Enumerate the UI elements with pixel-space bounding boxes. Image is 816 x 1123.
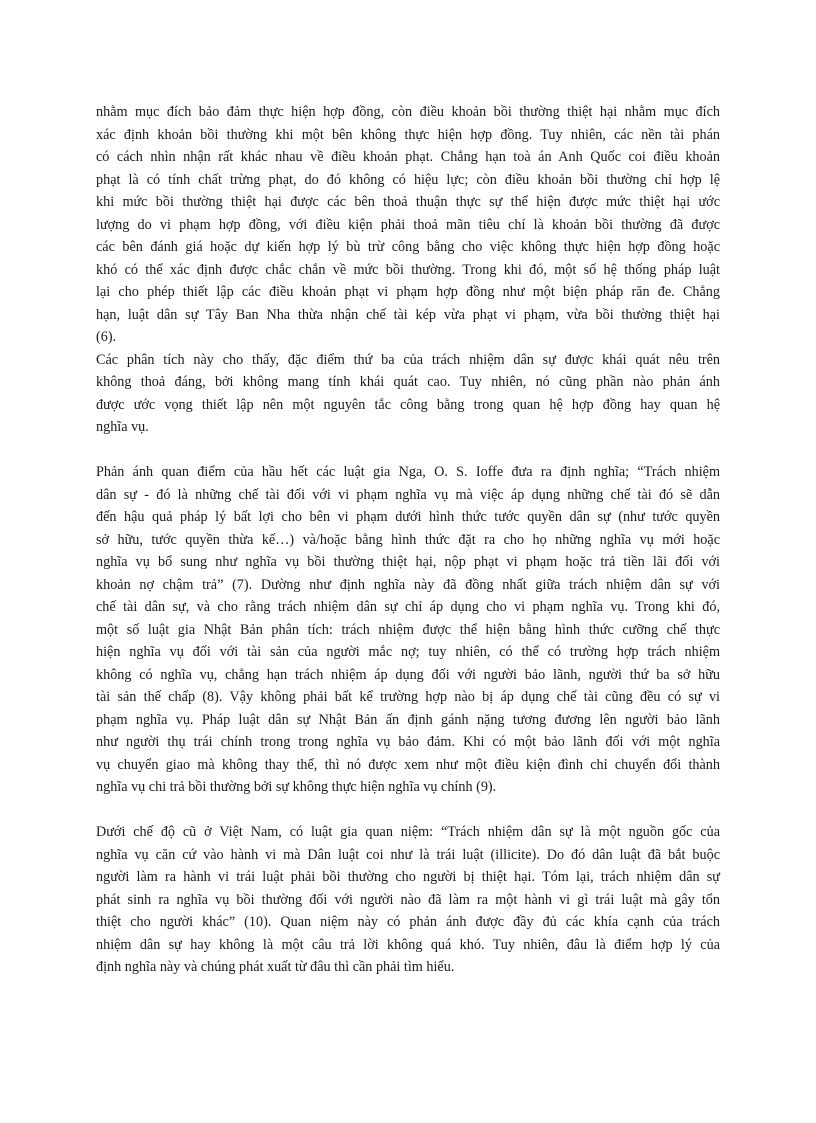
text-line: lại cho phép thiết lập các điều khoản phạt vi phạm hợp đồng như một biện pháp răn đe. Chẳng xyxy=(96,284,720,300)
text-line: Dưới chế độ cũ ở Việt Nam, có luật gia quan niệm: “Trách nhiệm dân sự là một nguồn gốc của xyxy=(96,824,720,840)
text-line: Phản ánh quan điểm của hầu hết các luật gia Nga, O. S. Ioffe đưa ra định nghĩa; “Trách nhiệm xyxy=(96,464,720,480)
text-line: đến hậu quả pháp lý bất lợi cho bên vi phạm dưới hình thức tước quyền dân sự (như tước quyền xyxy=(96,509,720,525)
paragraph-3 xyxy=(96,461,720,799)
text-line: định nghĩa này và chúng phát xuất từ đâu thì cần phải tìm hiểu. xyxy=(96,959,455,975)
text-line: dân sự - đó là những chế tài đối với vi phạm nghĩa vụ mà việc áp dụng những chế tài đó sẽ dẫn xyxy=(96,486,720,503)
paragraph-4 xyxy=(96,821,720,979)
text-line: nghĩa vụ chi trả bồi thường bởi sự không thực hiện nghĩa vụ chính (9). xyxy=(96,779,497,795)
text-line: các bên đánh giá hoặc dự kiến hợp lý bù trừ công bằng cho việc không thực hiện hợp đồng hoặc xyxy=(96,239,720,255)
document-body xyxy=(96,101,720,979)
text-line: chế tài dân sự, và cho rằng trách nhiệm dân sự chỉ áp dụng cho vi phạm nghĩa vụ. Trong khi đó, xyxy=(96,599,720,615)
text-line: một số luật gia Nhật Bản phân tích: trách nhiệm được thể hiện bằng hình thức cưỡng chế thực xyxy=(96,621,720,638)
text-line: sở hữu, tước quyền thừa kế…) và/hoặc bằng hình thức đặt ra cho họ những nghĩa vụ mới hoặc xyxy=(96,531,720,548)
text-line: không thoả đáng, bởi không mang tính khái quát cao. Tuy nhiên, nó cũng phần nào phản ánh xyxy=(96,374,720,390)
text-line: lượng do vi phạm hợp đồng, với điều kiện phải thoả mãn tiêu chí là khoản bồi thường đã được xyxy=(96,216,720,233)
text-line: phạt là có tính chất trừng phạt, do đó không có hiệu lực; còn điều khoản bồi thường chỉ hợp lệ xyxy=(96,171,720,188)
text-line: được ước vọng thiết lập nên một nguyên tắc công bằng trong quan hệ hợp đồng hay quan hệ xyxy=(96,396,720,413)
text-line: hạn, luật dân sự Tây Ban Nha thừa nhận chế tài kép vừa phạt vi phạm, vừa bồi thường thiệt hại xyxy=(96,306,720,323)
text-line: thiệt cho người khác” (10). Quan niệm này có phản ánh được đầy đủ các khía cạnh của trách xyxy=(96,914,720,930)
paragraph-1 xyxy=(96,101,720,349)
text-line: khó có thể xác định được chắc chắn về mức bồi thường. Trong khi đó, một số hệ thống pháp luật xyxy=(96,261,720,278)
text-line: nhằm mục đích bảo đảm thực hiện hợp đồng, còn điều khoản bồi thường thiệt hại nhằm mục đích xyxy=(96,104,720,120)
text-line: có cách nhìn nhận rất khác nhau về điều khoản phạt. Chẳng hạn toà án Anh Quốc coi điều khoản xyxy=(96,149,720,165)
text-line: khoản nợ chậm trả” (7). Dường như định nghĩa này đã đồng nhất giữa trách nhiệm dân sự với xyxy=(96,576,720,593)
text-line: như người thụ trái chính trong trong nghĩa vụ bảo đảm. Khi có một bảo lãnh đối với một nghĩa xyxy=(96,734,720,750)
paragraph-2 xyxy=(96,349,720,439)
text-line: không có nghĩa vụ, chẳng hạn trách nhiệm áp dụng đối với người bảo lãnh, người thứ ba sở hữu xyxy=(96,666,720,683)
text-line: phát sinh ra nghĩa vụ bồi thường đối với người nào đã làm ra một hành vi gì trái luật mà gây tổn xyxy=(96,891,720,908)
text-line: hiện nghĩa vụ đối với tài sản của người mắc nợ; tuy nhiên, có thể có trường hợp trách nhiệm xyxy=(96,644,720,660)
text-line: khi mức bồi thường thiệt hại được các bên thoả thuận thực sự thể hiện được mức thiệt hại ước xyxy=(96,194,720,210)
paragraph-spacer xyxy=(96,439,720,462)
text-line: Các phân tích này cho thấy, đặc điểm thứ ba của trách nhiệm dân sự được khái quát nêu trên xyxy=(96,351,720,368)
text-line: nghĩa vụ bổ sung như nghĩa vụ bồi thường thiệt hại, nộp phạt vi phạm hoặc trả tiền lãi đối với xyxy=(96,554,720,570)
text-line: phạm nghĩa vụ. Pháp luật dân sự Nhật Bản ấn định gánh nặng tương đương lên người bảo lãnh xyxy=(96,711,720,728)
text-line: nhiệm dân sự hay không là một câu trả lời không quá khó. Tuy nhiên, đâu là điểm hợp lý của xyxy=(96,936,720,953)
text-line: xác định khoản bồi thường khi một bên không thực hiện hợp đồng. Tuy nhiên, các nền tài phán xyxy=(96,126,720,143)
text-line: vụ chuyển giao mà không thay thế, thì nó được xem như một điều kiện đình chỉ chuyển đổi thành xyxy=(96,756,720,773)
paragraph-spacer xyxy=(96,799,720,822)
text-line: người làm ra hành vi trái luật phải bồi thường cho người bị thiệt hại. Tóm lại, trách nhiệm dân sự xyxy=(96,869,720,885)
text-line: (6). xyxy=(96,329,117,345)
text-line: nghĩa vụ. xyxy=(96,419,149,435)
text-line: nghĩa vụ căn cứ vào hành vi mà Dân luật coi như là trái luật (illicite). Do đó dân luật đã bắt buộc xyxy=(96,846,720,863)
text-line: tài sản thế chấp (8). Vậy không phải bất kể trường hợp nào bị áp dụng chế tài cũng đều có sự vi xyxy=(96,689,720,705)
